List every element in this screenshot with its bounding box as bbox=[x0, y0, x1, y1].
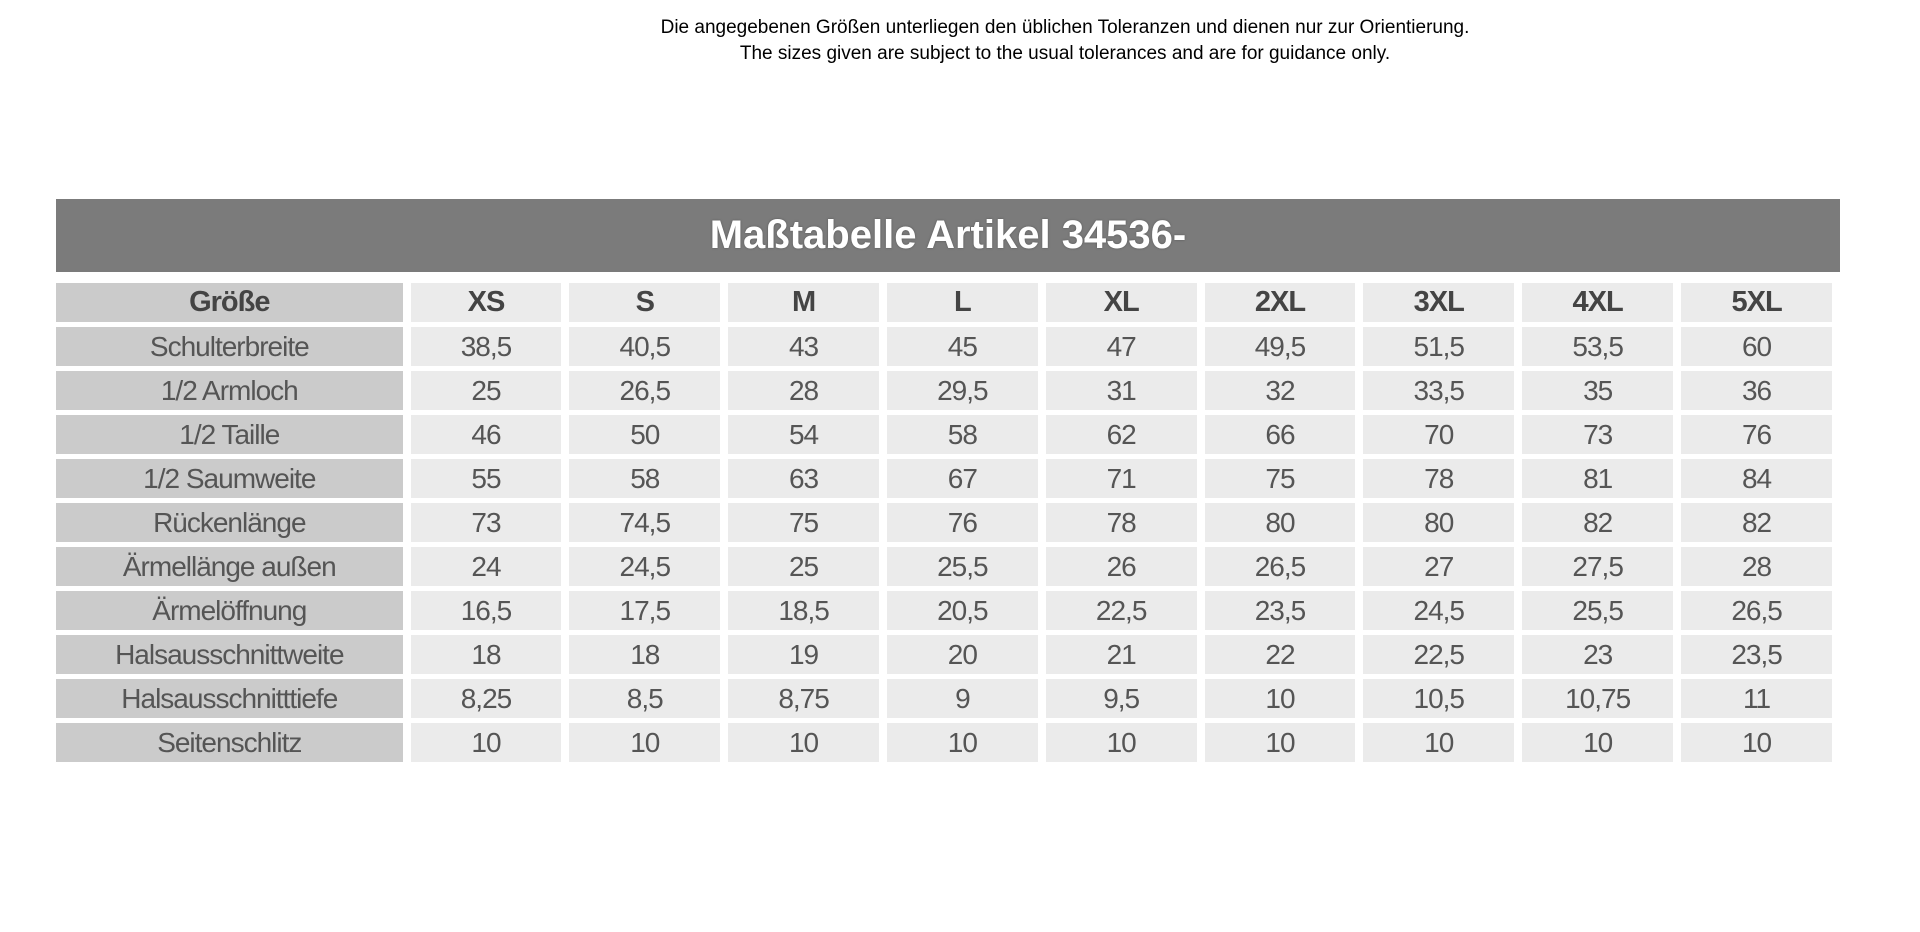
measurement-value-m: 63 bbox=[728, 459, 879, 498]
measurement-label: 1/2 Taille bbox=[56, 415, 403, 454]
measurement-value-3xl: 22,5 bbox=[1363, 635, 1514, 674]
measurement-value-s: 26,5 bbox=[569, 371, 720, 410]
measurement-value-4xl: 81 bbox=[1522, 459, 1673, 498]
measurement-value-xs: 25 bbox=[411, 371, 562, 410]
measurement-value-xs: 10 bbox=[411, 723, 562, 762]
measurement-value-l: 29,5 bbox=[887, 371, 1038, 410]
measurement-value-xl: 62 bbox=[1046, 415, 1197, 454]
measurement-label: 1/2 Armloch bbox=[56, 371, 403, 410]
measurement-value-l: 25,5 bbox=[887, 547, 1038, 586]
measurement-value-xs: 24 bbox=[411, 547, 562, 586]
measurement-value-3xl: 80 bbox=[1363, 503, 1514, 542]
size-header-row bbox=[56, 283, 1832, 322]
size-header-xl: XL bbox=[1046, 283, 1197, 322]
measurement-value-m: 10 bbox=[728, 723, 879, 762]
measurement-value-5xl: 36 bbox=[1681, 371, 1832, 410]
measurement-label: Halsausschnittweite bbox=[56, 635, 403, 674]
measurement-value-xs: 55 bbox=[411, 459, 562, 498]
measurement-value-s: 8,5 bbox=[569, 679, 720, 718]
size-header-2xl: 2XL bbox=[1205, 283, 1356, 322]
measurement-label: 1/2 Saumweite bbox=[56, 459, 403, 498]
measurement-value-5xl: 76 bbox=[1681, 415, 1832, 454]
measurement-value-5xl: 23,5 bbox=[1681, 635, 1832, 674]
measurement-value-3xl: 33,5 bbox=[1363, 371, 1514, 410]
notice-line-german: Die angegebenen Größen unterliegen den üblichen Toleranzen und dienen nur zur Orientierung. bbox=[660, 17, 1470, 38]
size-header-xs: XS bbox=[411, 283, 562, 322]
measurement-value-m: 8,75 bbox=[728, 679, 879, 718]
table-row bbox=[56, 547, 1832, 586]
measurement-value-3xl: 10 bbox=[1363, 723, 1514, 762]
measurement-value-l: 45 bbox=[887, 327, 1038, 366]
measurement-value-2xl: 80 bbox=[1205, 503, 1356, 542]
measurement-value-m: 25 bbox=[728, 547, 879, 586]
table-row bbox=[56, 723, 1832, 762]
measurement-value-s: 58 bbox=[569, 459, 720, 498]
measurement-value-2xl: 32 bbox=[1205, 371, 1356, 410]
measurement-value-2xl: 22 bbox=[1205, 635, 1356, 674]
measurement-value-l: 9 bbox=[887, 679, 1038, 718]
measurement-value-3xl: 10,5 bbox=[1363, 679, 1514, 718]
table-row bbox=[56, 503, 1832, 542]
measurement-label: Schulterbreite bbox=[56, 327, 403, 366]
measurement-value-m: 28 bbox=[728, 371, 879, 410]
table-row bbox=[56, 459, 1832, 498]
table-row bbox=[56, 371, 1832, 410]
measurement-value-xl: 31 bbox=[1046, 371, 1197, 410]
table-row bbox=[56, 591, 1832, 630]
measurement-value-l: 67 bbox=[887, 459, 1038, 498]
measurement-value-4xl: 73 bbox=[1522, 415, 1673, 454]
table-row bbox=[56, 635, 1832, 674]
size-table bbox=[48, 278, 1840, 767]
measurement-value-4xl: 23 bbox=[1522, 635, 1673, 674]
table-row bbox=[56, 327, 1832, 366]
measurement-value-2xl: 49,5 bbox=[1205, 327, 1356, 366]
measurement-value-5xl: 11 bbox=[1681, 679, 1832, 718]
measurement-value-2xl: 75 bbox=[1205, 459, 1356, 498]
measurement-value-4xl: 35 bbox=[1522, 371, 1673, 410]
measurement-value-m: 54 bbox=[728, 415, 879, 454]
measurement-value-s: 18 bbox=[569, 635, 720, 674]
measurement-value-l: 76 bbox=[887, 503, 1038, 542]
measurement-value-l: 58 bbox=[887, 415, 1038, 454]
measurement-value-xs: 8,25 bbox=[411, 679, 562, 718]
measurement-value-l: 20 bbox=[887, 635, 1038, 674]
measurement-value-xl: 21 bbox=[1046, 635, 1197, 674]
measurement-value-4xl: 10 bbox=[1522, 723, 1673, 762]
measurement-label: Seitenschlitz bbox=[56, 723, 403, 762]
measurement-value-xs: 73 bbox=[411, 503, 562, 542]
tolerance-notice bbox=[0, 15, 1920, 67]
measurement-value-2xl: 23,5 bbox=[1205, 591, 1356, 630]
size-header-5xl: 5XL bbox=[1681, 283, 1832, 322]
size-header-s: S bbox=[569, 283, 720, 322]
measurement-value-4xl: 53,5 bbox=[1522, 327, 1673, 366]
measurement-label: Halsausschnitttiefe bbox=[56, 679, 403, 718]
measurement-value-xl: 22,5 bbox=[1046, 591, 1197, 630]
measurement-value-5xl: 60 bbox=[1681, 327, 1832, 366]
measurement-value-4xl: 10,75 bbox=[1522, 679, 1673, 718]
measurement-value-s: 17,5 bbox=[569, 591, 720, 630]
measurement-value-xs: 38,5 bbox=[411, 327, 562, 366]
measurement-label: Ärmellänge außen bbox=[56, 547, 403, 586]
size-header-l: L bbox=[887, 283, 1038, 322]
measurement-value-5xl: 28 bbox=[1681, 547, 1832, 586]
measurement-value-xl: 47 bbox=[1046, 327, 1197, 366]
measurement-value-2xl: 10 bbox=[1205, 723, 1356, 762]
measurement-value-4xl: 27,5 bbox=[1522, 547, 1673, 586]
measurement-value-5xl: 26,5 bbox=[1681, 591, 1832, 630]
measurement-value-xl: 71 bbox=[1046, 459, 1197, 498]
measurement-value-5xl: 82 bbox=[1681, 503, 1832, 542]
measurement-value-2xl: 66 bbox=[1205, 415, 1356, 454]
measurement-value-3xl: 78 bbox=[1363, 459, 1514, 498]
size-chart-title: Maßtabelle Artikel 34536- bbox=[56, 199, 1840, 272]
measurement-value-5xl: 84 bbox=[1681, 459, 1832, 498]
measurement-value-l: 20,5 bbox=[887, 591, 1038, 630]
measurement-value-5xl: 10 bbox=[1681, 723, 1832, 762]
measurement-value-4xl: 82 bbox=[1522, 503, 1673, 542]
size-chart bbox=[56, 199, 1840, 767]
measurement-value-xs: 18 bbox=[411, 635, 562, 674]
measurement-value-s: 74,5 bbox=[569, 503, 720, 542]
measurement-value-2xl: 26,5 bbox=[1205, 547, 1356, 586]
table-row bbox=[56, 415, 1832, 454]
notice-line-english: The sizes given are subject to the usual tolerances and are for guidance only. bbox=[739, 43, 1391, 64]
measurement-value-xl: 10 bbox=[1046, 723, 1197, 762]
measurement-value-3xl: 70 bbox=[1363, 415, 1514, 454]
size-header-3xl: 3XL bbox=[1363, 283, 1514, 322]
measurement-value-s: 10 bbox=[569, 723, 720, 762]
measurement-value-m: 19 bbox=[728, 635, 879, 674]
measurement-value-m: 43 bbox=[728, 327, 879, 366]
size-header-m: M bbox=[728, 283, 879, 322]
measurement-value-s: 24,5 bbox=[569, 547, 720, 586]
measurement-value-l: 10 bbox=[887, 723, 1038, 762]
size-header-label: Größe bbox=[56, 283, 403, 322]
measurement-value-m: 18,5 bbox=[728, 591, 879, 630]
size-table-body bbox=[56, 327, 1832, 762]
measurement-value-xl: 78 bbox=[1046, 503, 1197, 542]
measurement-value-3xl: 27 bbox=[1363, 547, 1514, 586]
measurement-value-xs: 16,5 bbox=[411, 591, 562, 630]
measurement-value-m: 75 bbox=[728, 503, 879, 542]
measurement-label: Rückenlänge bbox=[56, 503, 403, 542]
measurement-value-xl: 26 bbox=[1046, 547, 1197, 586]
measurement-value-4xl: 25,5 bbox=[1522, 591, 1673, 630]
measurement-value-s: 50 bbox=[569, 415, 720, 454]
measurement-value-3xl: 51,5 bbox=[1363, 327, 1514, 366]
measurement-value-xs: 46 bbox=[411, 415, 562, 454]
measurement-label: Ärmelöffnung bbox=[56, 591, 403, 630]
measurement-value-xl: 9,5 bbox=[1046, 679, 1197, 718]
measurement-value-s: 40,5 bbox=[569, 327, 720, 366]
table-row bbox=[56, 679, 1832, 718]
measurement-value-2xl: 10 bbox=[1205, 679, 1356, 718]
size-header-4xl: 4XL bbox=[1522, 283, 1673, 322]
measurement-value-3xl: 24,5 bbox=[1363, 591, 1514, 630]
